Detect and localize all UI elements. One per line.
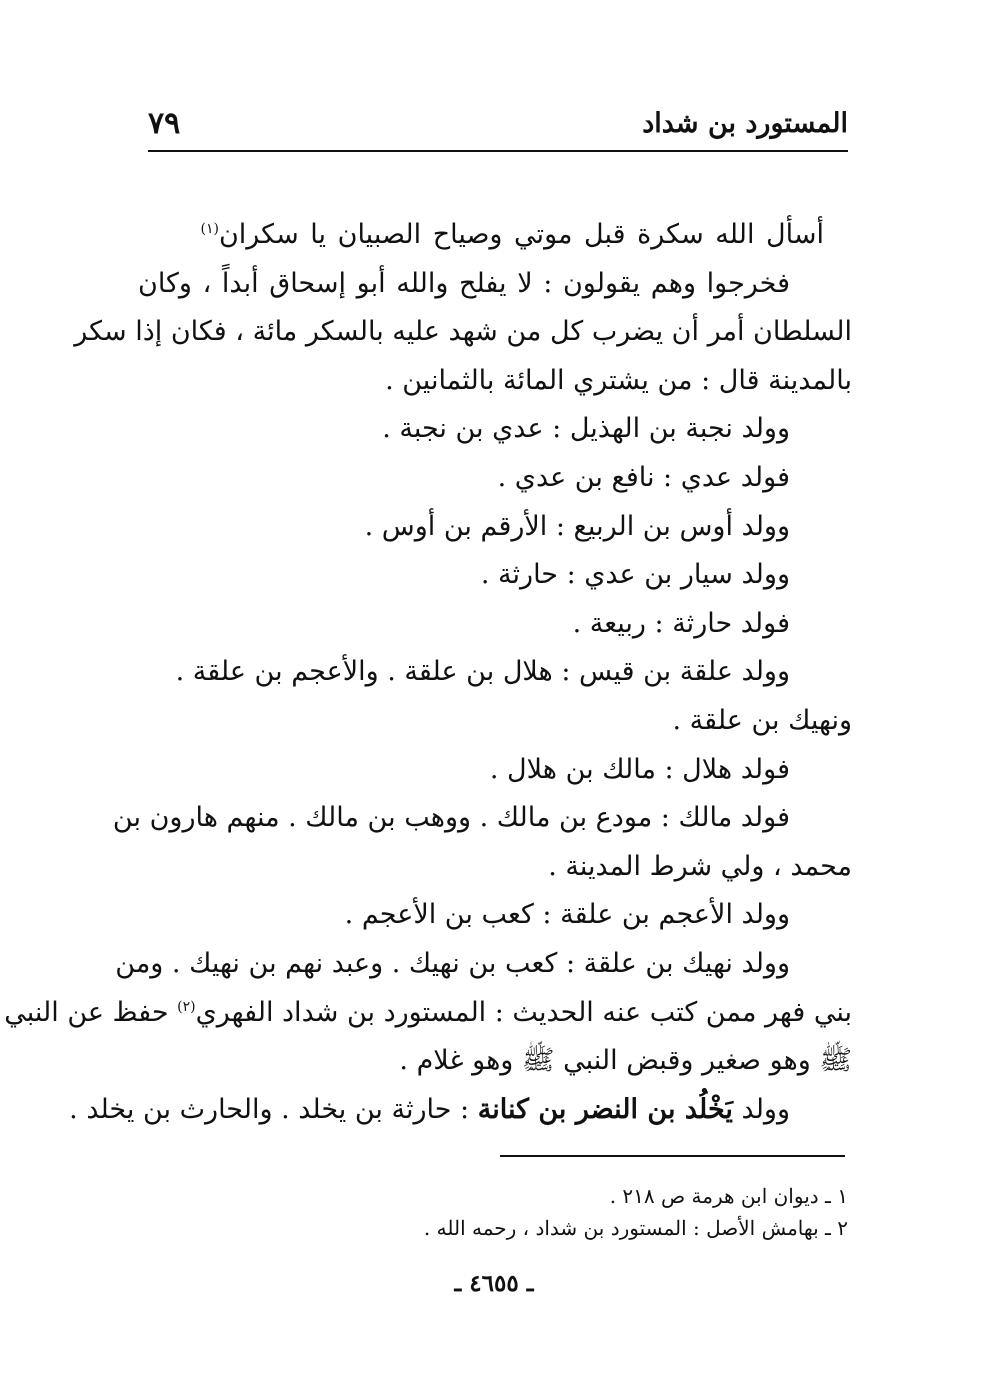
text-line: وولد الأعجم بن علقة : كعب بن الأعجم . <box>344 899 790 931</box>
bold-name: يَخْلُد بن النضر بن كنانة <box>477 1093 733 1125</box>
footnote: ٢ ـ بهامش الأصل : المستورد بن شداد ، رحمه الله . <box>423 1216 848 1240</box>
poetry-verse <box>138 211 852 260</box>
footnotes <box>300 1180 848 1244</box>
header-divider <box>148 150 848 152</box>
text-line: ﷺ وهو صغير وقبض النبي ﷺ وهو غلام . <box>399 1045 852 1077</box>
line-start: وولد <box>732 1093 790 1125</box>
running-title: المستورد بن شداد <box>642 108 848 139</box>
footnote-ref-2: (٢) <box>177 998 196 1015</box>
text-line: وولد نجبة بن الهذيل : عدي بن نجبة . <box>382 413 790 445</box>
text-line <box>69 1086 852 1135</box>
footnote-ref-1: (١) <box>200 221 219 237</box>
text-line: وولد علقة بن قيس : هلال بن علقة . والأعجم بن علقة . <box>175 656 790 688</box>
text-line: محمد ، ولي شرط المدينة . <box>548 850 852 882</box>
line-end: : حارثة بن يخلد . والحارث بن يخلد . <box>69 1093 478 1125</box>
text-line: وولد نهيك بن علقة : كعب بن نهيك . وعبد نهم بن نهيك . ومن <box>115 947 790 979</box>
text-line: فخرجوا وهم يقولون : لا يفلح والله أبو إسحاق أبداً ، وكان <box>138 267 790 299</box>
text-line: بالمدينة قال : من يشتري المائة بالثمانين . <box>385 364 852 396</box>
text-line: فولد حارثة : ربيعة . <box>572 607 790 639</box>
text-line: وولد سيار بن عدي : حارثة . <box>480 559 790 591</box>
folio-number: ـ ٤٦٥٥ ـ <box>454 1270 534 1297</box>
text-line: فولد مالك : مودع بن مالك . ووهب بن مالك . منهم هارون بن <box>112 802 790 834</box>
text-line: وولد أوس بن الربيع : الأرقم بن أوس . <box>364 510 790 542</box>
text-line: السلطان أمر أن يضرب كل من شهد عليه بالسكر مائة ، فكان إذا سكر <box>74 316 852 348</box>
fihr-text: بني فهر ممن كتب عنه الحديث : المستورد بن شداد الفهري <box>195 996 852 1028</box>
fihr-text-end: حفظ عن النبي <box>4 996 178 1028</box>
page-number: ٧٩ <box>148 106 181 141</box>
text-line <box>4 989 852 1038</box>
text-line: فولد هلال : مالك بن هلال . <box>489 753 790 785</box>
footnote-divider <box>500 1155 845 1157</box>
footnote: ١ ـ ديوان ابن هرمة ص ٢١٨ . <box>609 1184 848 1208</box>
main-text <box>4 211 852 1134</box>
text-line: فولد عدي : نافع بن عدي . <box>497 461 790 493</box>
verse-text: أسأل الله سكرة قبل موتي وصياح الصبيان يا سكران <box>218 219 824 250</box>
page-header <box>148 100 848 150</box>
text-line: ونهيك بن علقة . <box>672 704 852 736</box>
